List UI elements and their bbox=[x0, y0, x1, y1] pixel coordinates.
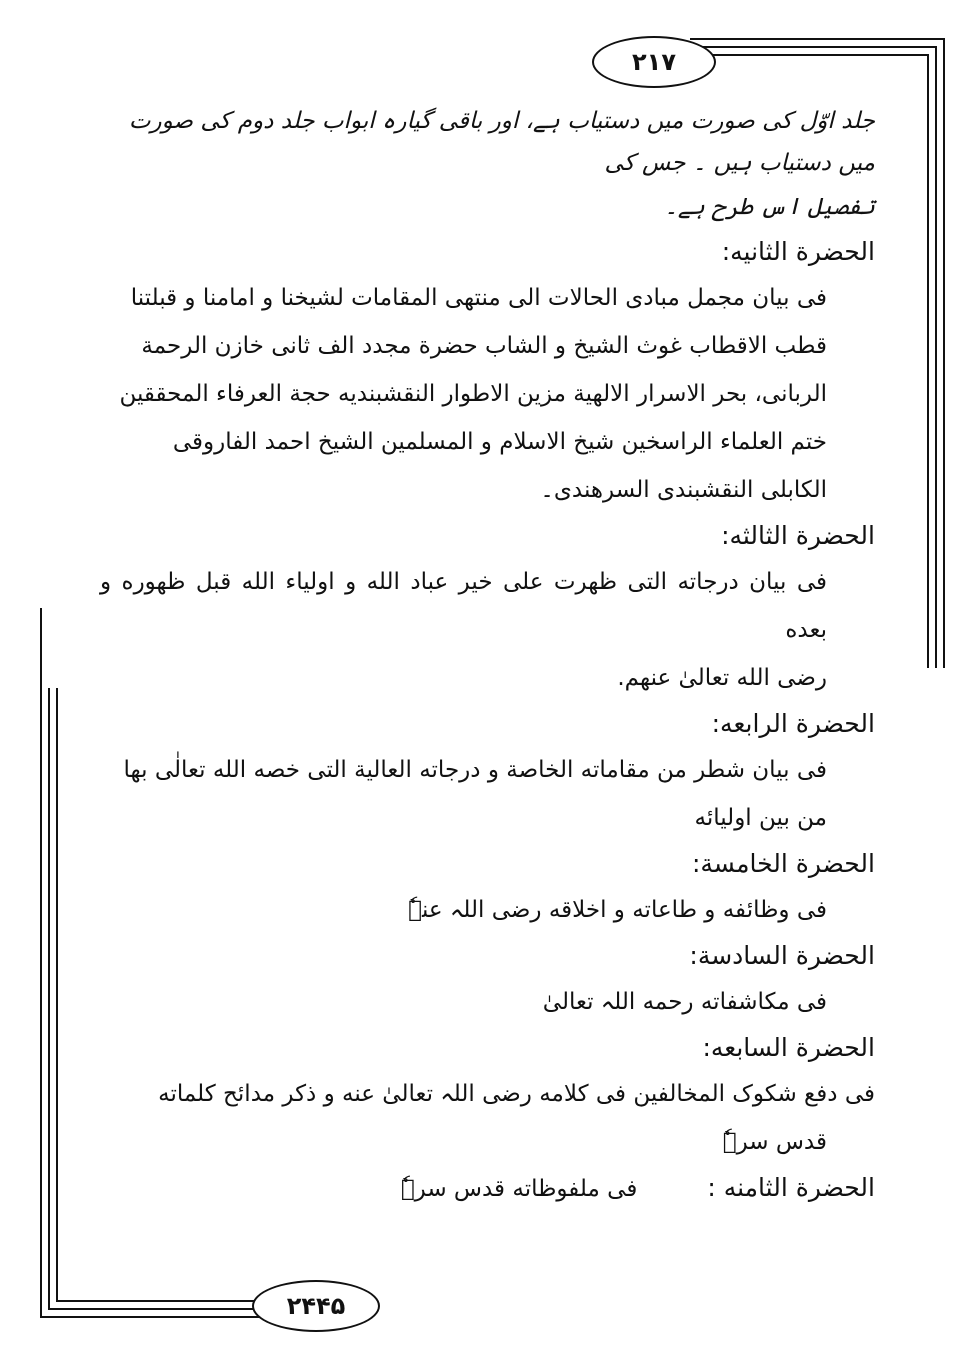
section-line: فی دفع شکوک المخالفين فی کلامه رضی اللہ تعالیٰ عنه و ذکر مدائح کلماته bbox=[158, 1081, 875, 1107]
section-line: من بین اولیائه bbox=[694, 805, 827, 831]
frame-top-line-3 bbox=[690, 54, 929, 56]
frame-bottom-line-2 bbox=[48, 1308, 270, 1310]
frame-right-line-2 bbox=[935, 46, 937, 668]
frame-left-line-1 bbox=[40, 608, 42, 1318]
section-heading: الحضرة الثانيه: bbox=[721, 237, 875, 266]
section-line: فی بیان درجاته التی ظهرت علی خیر عباد الله و اولیاء الله قبل ظهوره و بعده bbox=[100, 569, 827, 643]
section-thalitha bbox=[100, 514, 875, 702]
section-line: فی مکاشفاته رحمه اللہ تعالیٰ bbox=[542, 989, 827, 1015]
document-body bbox=[100, 100, 875, 1210]
section-line: فی بیان شطر من مقاماته الخاصة و درجاته العالية التی خصه الله تعالٰی بها bbox=[123, 757, 827, 783]
section-khamisa bbox=[100, 842, 875, 934]
section-line: قدس سرہٗ bbox=[722, 1129, 827, 1155]
section-line: فی بیان مجمل مبادی الحالات الی منتهی المقامات لشيخنا و امامنا و قبلتنا bbox=[130, 285, 827, 311]
section-line: الكابلی النقشبندی السرهندی۔ bbox=[540, 477, 827, 503]
section-line: فی ملفوظاته قدس سرہٗ bbox=[400, 1176, 638, 1202]
top-page-number: ۲۱۷ bbox=[592, 36, 716, 88]
section-heading: الحضرة الخامسة: bbox=[691, 849, 875, 878]
section-line: الربانی، بحر الاسرار الالهية مزين الاطوار النقشبنديه حجة العرفاء المحققين bbox=[119, 381, 827, 407]
section-thaniya bbox=[100, 230, 875, 514]
section-rabia bbox=[100, 702, 875, 842]
section-sadisa bbox=[100, 934, 875, 1026]
frame-top-line-2 bbox=[690, 46, 937, 48]
section-heading: الحضرة الثالثه: bbox=[721, 521, 875, 550]
section-heading: الحضرة السادسة: bbox=[689, 941, 875, 970]
frame-bottom-line-3 bbox=[56, 1300, 270, 1302]
frame-bottom-line-1 bbox=[40, 1316, 270, 1318]
intro-line-1: جلد اوّل کی صورت میں دستیاب ہے، اور باقی گیارہ ابواب جلد دوم کی صورت میں دستیاب ہیں ۔ جس کی bbox=[128, 108, 875, 176]
section-line: قطب الاقطاب غوث الشيخ و الشاب حضرة مجدد الف ثانی خازن الرحمة bbox=[141, 333, 827, 359]
section-heading: الحضرة الثامنه : bbox=[707, 1173, 875, 1202]
frame-right-line-3 bbox=[927, 54, 929, 668]
frame-left-line-2 bbox=[48, 688, 50, 1310]
section-line: رضی الله تعالیٰ عنهم. bbox=[617, 665, 827, 691]
frame-right-line-1 bbox=[943, 38, 945, 668]
section-line: فی وظائفه و طاعاته و اخلاقه رضی اللہ عنہٗ bbox=[408, 897, 827, 923]
section-thamina bbox=[100, 1166, 875, 1210]
frame-left-line-3 bbox=[56, 688, 58, 1302]
section-line: ختم العلماء الراسخين شيخ الاسلام و المسلمين الشيخ احمد الفاروقی bbox=[172, 429, 827, 455]
intro-line-2: تفصیل اس طرح ہے۔ bbox=[664, 194, 875, 220]
bottom-page-number: ۲۴۴۵ bbox=[252, 1280, 380, 1332]
section-sabia bbox=[100, 1026, 875, 1166]
section-heading: الحضرة السابعه: bbox=[702, 1033, 875, 1062]
section-heading: الحضرة الرابعه: bbox=[711, 709, 875, 738]
frame-top-line-1 bbox=[690, 38, 945, 40]
